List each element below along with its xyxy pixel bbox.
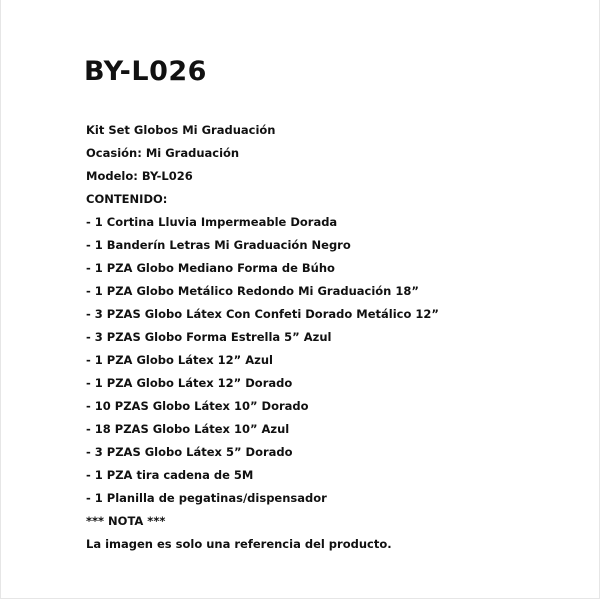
description-line-contents-heading: CONTENIDO:: [86, 192, 168, 206]
contents-item: - 1 Planilla de pegatinas/dispensador: [86, 491, 327, 505]
description-line-model: Modelo: BY-L026: [86, 169, 193, 183]
contents-item: - 1 PZA Globo Metálico Redondo Mi Graduación 18”: [86, 284, 419, 298]
contents-item: - 1 Cortina Lluvia Impermeable Dorada: [86, 215, 338, 229]
contents-item: - 3 PZAS Globo Forma Estrella 5” Azul: [86, 330, 332, 344]
description-list: [86, 119, 439, 556]
contents-item: - 3 PZAS Globo Látex 5” Dorado: [86, 445, 293, 459]
note-text: La imagen es solo una referencia del producto.: [86, 537, 392, 551]
contents-item: - 1 PZA Globo Látex 12” Azul: [86, 353, 273, 367]
description-line-title: Kit Set Globos Mi Graduación: [86, 123, 276, 137]
contents-item: - 1 PZA Globo Mediano Forma de Búho: [86, 261, 335, 275]
contents-item: - 1 Banderín Letras Mi Graduación Negro: [86, 238, 351, 252]
contents-item: - 10 PZAS Globo Látex 10” Dorado: [86, 399, 309, 413]
contents-item: - 18 PZAS Globo Látex 10” Azul: [86, 422, 290, 436]
description-line-occasion: Ocasión: Mi Graduación: [86, 146, 240, 160]
contents-item: - 3 PZAS Globo Látex Con Confeti Dorado Metálico 12”: [86, 307, 439, 321]
note-heading: *** NOTA ***: [86, 514, 166, 528]
contents-item: - 1 PZA Globo Látex 12” Dorado: [86, 376, 293, 390]
product-code-title: BY-L026: [84, 56, 207, 87]
contents-item: - 1 PZA tira cadena de 5M: [86, 468, 254, 482]
